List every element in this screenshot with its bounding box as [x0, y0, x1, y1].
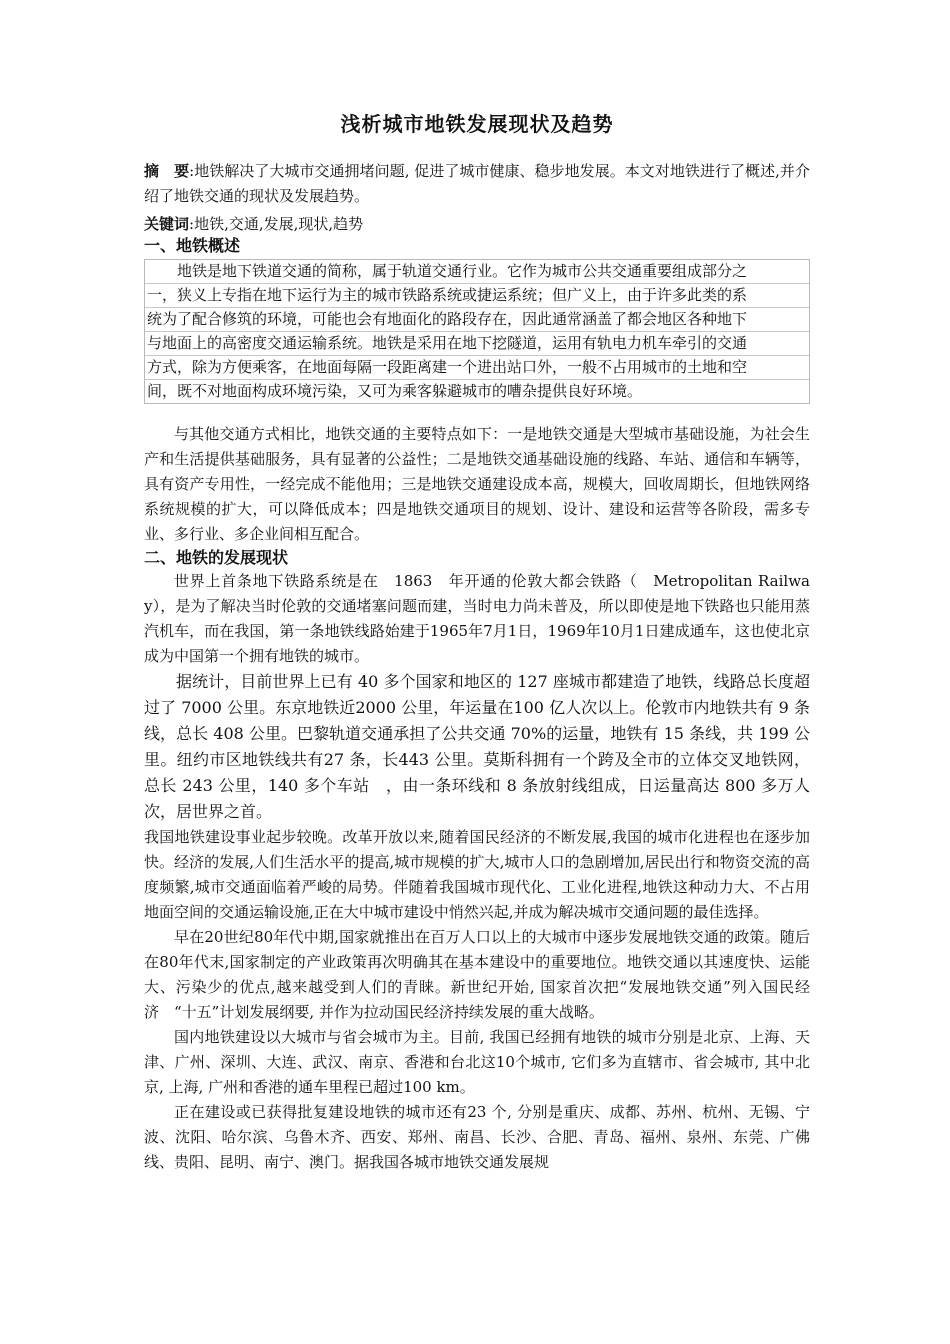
status-paragraph-cities: 国内地铁建设以大城市与省会城市为主。目前, 我国已经拥有地铁的城市分别是北京、上海、天津、广州、深圳、大连、武汉、南京、香港和台北这10个城市, 它们多为直辖市、省会城市, 其中北京, 上海, 广州和香港的通车里程已超过100 km。	[144, 1028, 810, 1096]
overview-line: 间，既不对地面构成环境污染，又可为乘客躲避城市的嘈杂提供良好环境。	[147, 382, 643, 400]
status-paragraph-china: 我国地铁建设事业起步较晚。改革开放以来,随着国民经济的不断发展,我国的城市化进程也在逐步加快。经济的发展,人们生活水平的提高,城市规模的扩大,城市人口的急剧增加,居民出行和物资交流的高度频繁,城市交通面临着严峻的局势。伴随着我国城市现代化、工业化进程,地铁这种动力大、不占用地面空间的交通运输设施,正在大中城市建设中悄然兴起,并成为解决城市交通问题的最佳选择。	[144, 828, 810, 921]
overview-line: 方式，除为方便乘客，在地面每隔一段距离建一个进出站口外，一般不占用城市的土地和空	[145, 356, 809, 380]
keywords-label: 关键词	[144, 215, 190, 233]
keywords-text: :地铁,交通,发展,现状,趋势	[189, 215, 364, 233]
document-title: 浅析城市地铁发展现状及趋势	[340, 112, 614, 136]
section-heading-status: 二、地铁的发展现状	[144, 548, 289, 567]
overview-boxed-paragraph	[144, 259, 810, 404]
abstract-text: :地铁解决了大城市交通拥堵问题, 促进了城市健康、稳步地发展。本文对地铁进行了概述,并介绍了地铁交通的现状及发展趋势。	[144, 162, 810, 205]
overview-features-paragraph: 与其他交通方式相比，地铁交通的主要特点如下：一是地铁交通是大型城市基础设施，为社会生产和生活提供基础服务，具有显著的公益性；二是地铁交通基础设施的线路、车站、通信和车辆等，具有资产专用性，一经完成不能他用；三是地铁交通建设成本高，规模大，回收周期长，但地铁网络系统规模的扩大，可以降低成本；四是地铁交通项目的规划、设计、建设和运营等各阶段，需多专业、多行业、多企业间相互配合。	[144, 425, 810, 543]
document-page	[144, 100, 810, 1175]
overview-line: 与地面上的高密度交通运输系统。地铁是采用在地下挖隧道，运用有轨电力机车牵引的交通	[145, 332, 809, 356]
overview-line: 一，狭义上专指在地下运行为主的城市铁路系统或捷运系统；但广义上，由于许多此类的系	[145, 284, 809, 308]
status-paragraph-statistics: 据统计，目前世界上已有 40 多个国家和地区的 127 座城市都建造了地铁，线路总长度超过了 7000 公里。东京地铁近2000 公里，年运量在100 亿人次以上。伦敦市内地铁共有 9 条线，总长 408 公里。巴黎轨道交通承担了公共交通 70%的运量，地铁有 15 条线，共 199 公里。纽约市区地铁线共有27 条，长443 公里。莫斯科拥有一个跨及全市的立体交叉地铁网，总长 243 公里，140 多个车站 ，由一条环线和 8 条放射线组成，日运量高达 800 多万人次，居世界之首。	[144, 672, 810, 821]
keywords	[144, 213, 810, 235]
abstract-label: 摘 要	[144, 162, 190, 180]
overview-line: 地铁是地下铁道交通的简称，属于轨道交通行业。它作为城市公共交通重要组成部分之	[145, 260, 809, 284]
section-heading-overview: 一、地铁概述	[144, 236, 241, 255]
status-paragraph-planned: 正在建设或已获得批复建设地铁的城市还有23 个, 分别是重庆、成都、苏州、杭州、无锡、宁波、沈阳、哈尔滨、乌鲁木齐、西安、郑州、南昌、长沙、合肥、青岛、福州、泉州、东莞、广佛线、贵阳、昆明、南宁、澳门。据我国各城市地铁交通发展规	[144, 1103, 810, 1171]
abstract	[144, 159, 810, 209]
status-paragraph-history: 世界上首条地下铁路系统是在 1863 年开通的伦敦大都会铁路（ Metropolitan Railway），是为了解决当时伦敦的交通堵塞问题而建，当时电力尚未普及，所以即使是地下铁路也只能用蒸汽机车，而在我国，第一条地铁线路始建于1965年7月1日，1969年10月1日建成通车，这也使北京成为中国第一个拥有地铁的城市。	[144, 572, 810, 665]
overview-line: 统为了配合修筑的环境，可能也会有地面化的路段存在，因此通常涵盖了都会地区各种地下	[145, 308, 809, 332]
status-paragraph-policy: 早在20世纪80年代中期,国家就推出在百万人口以上的大城市中逐步发展地铁交通的政策。随后在80年代末,国家制定的产业政策再次明确其在基本建设中的重要地位。地铁交通以其速度快、运能大、污染少的优点,越来越受到人们的青睐。新世纪开始, 国家首次把“发展地铁交通”列入国民经济 “十五”计划发展纲要, 并作为拉动国民经济持续发展的重大战略。	[144, 928, 810, 1021]
